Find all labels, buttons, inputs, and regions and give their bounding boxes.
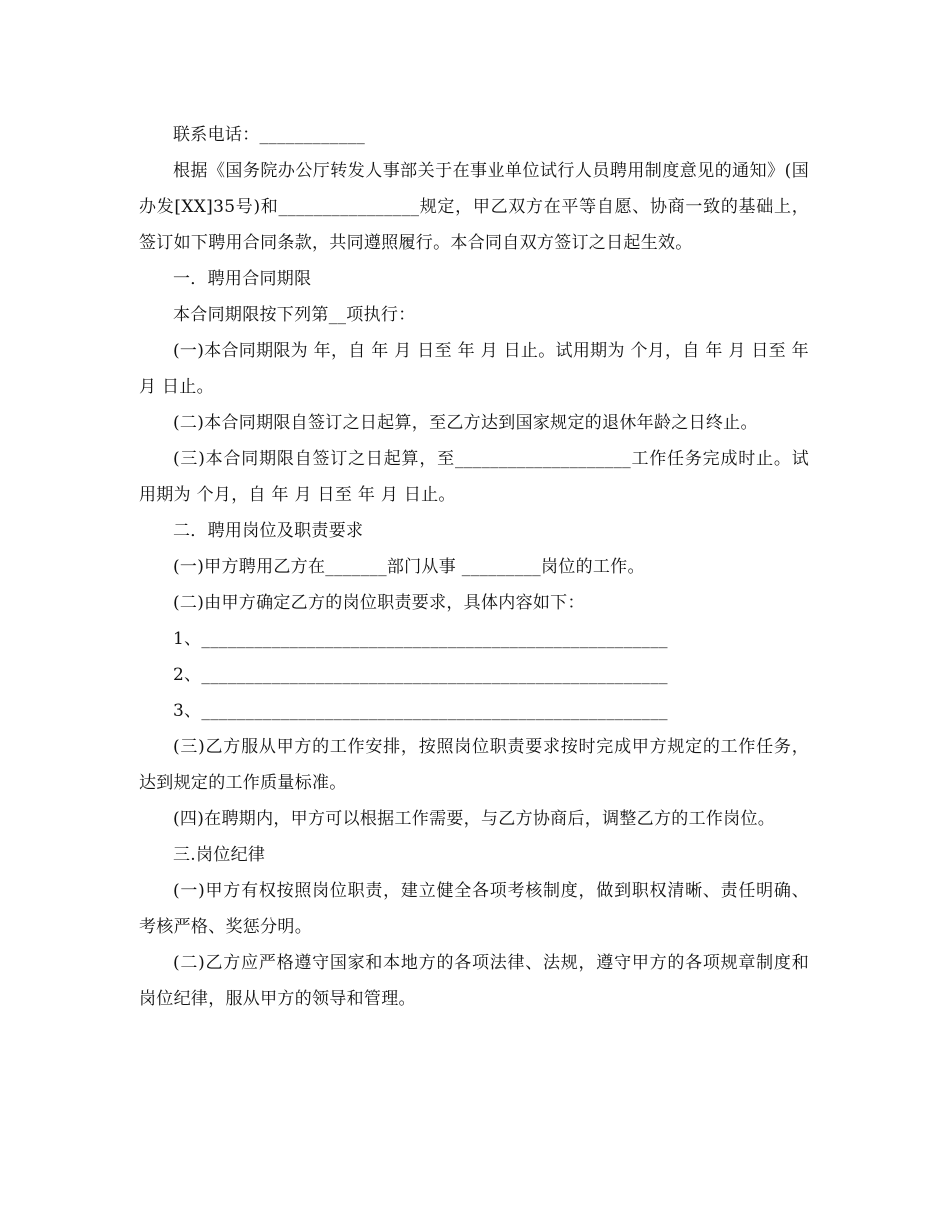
discipline-clause-1: (一)甲方有权按照岗位职责，建立健全各项考核制度，做到职权清晰、责任明确、考核严格、奖惩分明。 [139,881,809,937]
position-clause-2: (二)由甲方确定乙方的岗位职责要求，具体内容如下： [173,593,585,613]
position-clause-1: (一)甲方聘用乙方在_______部门从事 _________岗位的工作。 [173,557,645,577]
contract-body [139,117,809,1017]
section-heading-term: 一．聘用合同期限 [173,269,312,289]
term-option-1: (一)本合同期限为 年，自 年 月 日至 年 月 日止。试用期为 个月，自 年 月 日至 年 月 日止。 [139,341,809,397]
duty-blank-1: 1、_____________________________________________________ [173,629,668,649]
position-clause-4: (四)在聘期内，甲方可以根据工作需要，与乙方协商后，调整乙方的工作岗位。 [173,809,776,829]
position-clause-3: (三)乙方服从甲方的工作安排，按照岗位职责要求按时完成甲方规定的工作任务，达到规定的工作质量标准。 [139,737,809,793]
preamble-paragraph: 根据《国务院办公厅转发人事部关于在事业单位试行人员聘用制度意见的通知》(国办发[XX]35号)和________________规定，甲乙双方在平等自愿、协商一致的基础上，签订如下聘用合同条款，共同遵照履行。本合同自双方签订之日起生效。 [139,161,809,253]
section-heading-position: 二．聘用岗位及职责要求 [173,521,364,541]
contact-phone-line: 联系电话：____________ [173,125,366,145]
duty-blank-2: 2、_____________________________________________________ [173,665,668,685]
discipline-clause-2: (二)乙方应严格遵守国家和本地方的各项法律、法规，遵守甲方的各项规章制度和岗位纪律，服从甲方的领导和管理。 [139,953,809,1009]
term-option-2: (二)本合同期限自签订之日起算，至乙方达到国家规定的退休年龄之日终止。 [173,413,758,433]
section-heading-discipline: 三.岗位纪律 [173,845,266,865]
term-option-3: (三)本合同期限自签订之日起算，至____________________工作任务完成时止。试用期为 个月，自 年 月 日至 年 月 日止。 [139,449,809,505]
duty-blank-3: 3、_____________________________________________________ [173,701,668,721]
term-option-intro: 本合同期限按下列第__项执行： [173,305,416,325]
